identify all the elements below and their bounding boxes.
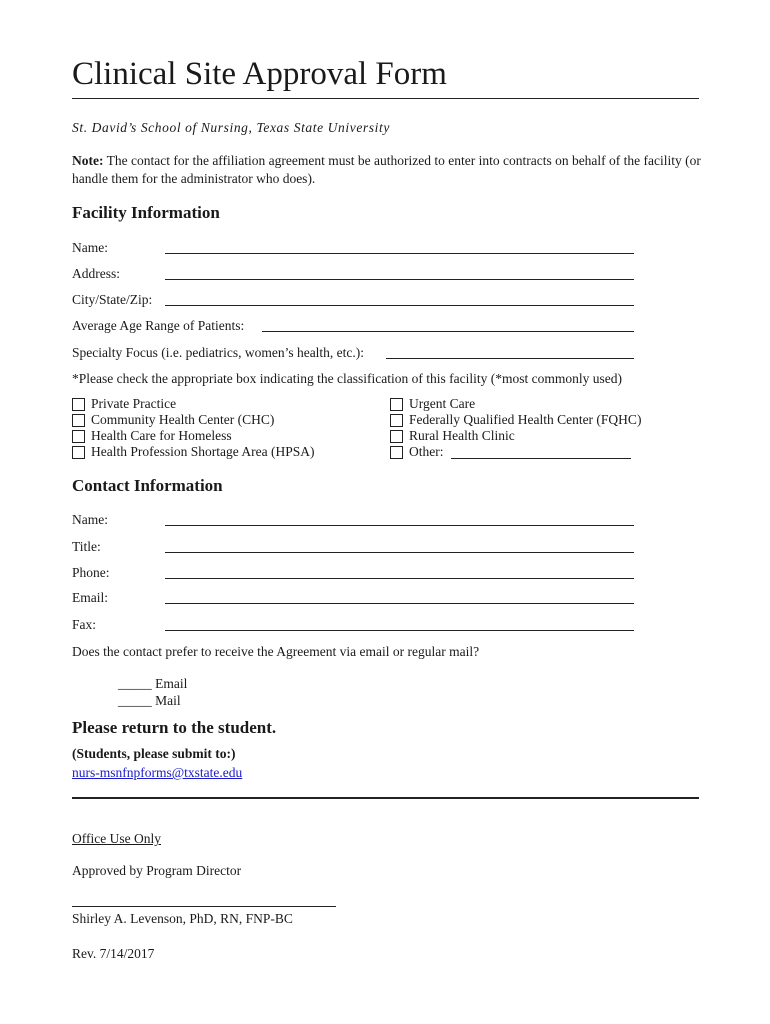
signature-line[interactable] <box>72 906 336 907</box>
section-divider <box>72 797 699 799</box>
specialty-field[interactable] <box>386 358 634 359</box>
note-paragraph <box>72 152 702 188</box>
approved-by-label: Approved by Program Director <box>72 863 242 878</box>
age-range-field[interactable] <box>262 331 634 332</box>
delivery-question: Does the contact prefer to receive the Agreement via email or regular mail? <box>72 644 480 659</box>
facility-name-label: Name: <box>72 240 108 255</box>
delivery-option-mail[interactable]: _____ Mail <box>118 693 181 708</box>
school-subtitle: St. David’s School of Nursing, Texas State University <box>72 120 390 135</box>
contact-title-field[interactable] <box>165 552 634 553</box>
contact-phone-label: Phone: <box>72 565 110 580</box>
note-label: Note: <box>72 153 104 168</box>
submit-label: (Students, please submit to:) <box>72 746 236 761</box>
contact-email-label: Email: <box>72 590 108 605</box>
delivery-option-email[interactable]: _____ Email <box>118 676 188 691</box>
specialty-label: Specialty Focus (i.e. pediatrics, women’s health, etc.): <box>72 345 365 360</box>
option-label: Health Profession Shortage Area (HPSA) <box>91 444 315 459</box>
submission-email-link[interactable]: nurs-msnfnpforms@txstate.edu <box>72 765 243 780</box>
option-chc <box>72 412 314 428</box>
contact-heading: Contact Information <box>72 476 223 495</box>
checkbox[interactable] <box>390 398 403 411</box>
checkbox[interactable] <box>72 414 85 427</box>
classification-options-right <box>390 396 641 460</box>
option-label: Community Health Center (CHC) <box>91 412 275 427</box>
contact-phone-field[interactable] <box>165 578 634 579</box>
facility-city-field[interactable] <box>165 305 634 306</box>
title-divider <box>72 98 699 99</box>
office-use-label: Office Use Only <box>72 831 161 846</box>
checkbox[interactable] <box>72 398 85 411</box>
option-label: Other: <box>409 444 444 459</box>
option-rural <box>390 428 641 444</box>
classification-instruction: *Please check the appropriate box indicating the classification of this facility (*most commonly used) <box>72 371 622 386</box>
facility-name-field[interactable] <box>165 253 634 254</box>
option-label: Private Practice <box>91 396 177 411</box>
option-label: Rural Health Clinic <box>409 428 515 443</box>
checkbox[interactable] <box>72 430 85 443</box>
option-label: Urgent Care <box>409 396 476 411</box>
contact-name-field[interactable] <box>165 525 634 526</box>
other-field[interactable] <box>451 458 631 459</box>
signatory-name: Shirley A. Levenson, PhD, RN, FNP-BC <box>72 911 293 926</box>
form-title: Clinical Site Approval Form <box>72 56 447 92</box>
facility-address-label: Address: <box>72 266 120 281</box>
option-label: Health Care for Homeless <box>91 428 232 443</box>
checkbox[interactable] <box>390 430 403 443</box>
contact-title-label: Title: <box>72 539 101 554</box>
age-range-label: Average Age Range of Patients: <box>72 318 245 333</box>
option-hpsa <box>72 444 314 460</box>
note-text: The contact for the affiliation agreement must be authorized to enter into contracts on behalf of the facility (or handle them for the administrator who does). <box>72 153 701 186</box>
option-private-practice <box>72 396 314 412</box>
contact-email-field[interactable] <box>165 603 634 604</box>
checkbox[interactable] <box>390 414 403 427</box>
option-homeless <box>72 428 314 444</box>
revision-date: Rev. 7/14/2017 <box>72 946 155 961</box>
option-urgent-care <box>390 396 641 412</box>
contact-fax-label: Fax: <box>72 617 97 632</box>
facility-heading: Facility Information <box>72 203 220 222</box>
contact-fax-field[interactable] <box>165 630 634 631</box>
option-fqhc <box>390 412 641 428</box>
facility-city-label: City/State/Zip: <box>72 292 153 307</box>
option-label: Federally Qualified Health Center (FQHC) <box>409 412 642 427</box>
option-other <box>390 444 641 460</box>
return-heading: Please return to the student. <box>72 718 277 737</box>
checkbox[interactable] <box>72 446 85 459</box>
facility-address-field[interactable] <box>165 279 634 280</box>
contact-name-label: Name: <box>72 512 108 527</box>
checkbox[interactable] <box>390 446 403 459</box>
classification-options-left <box>72 396 314 460</box>
